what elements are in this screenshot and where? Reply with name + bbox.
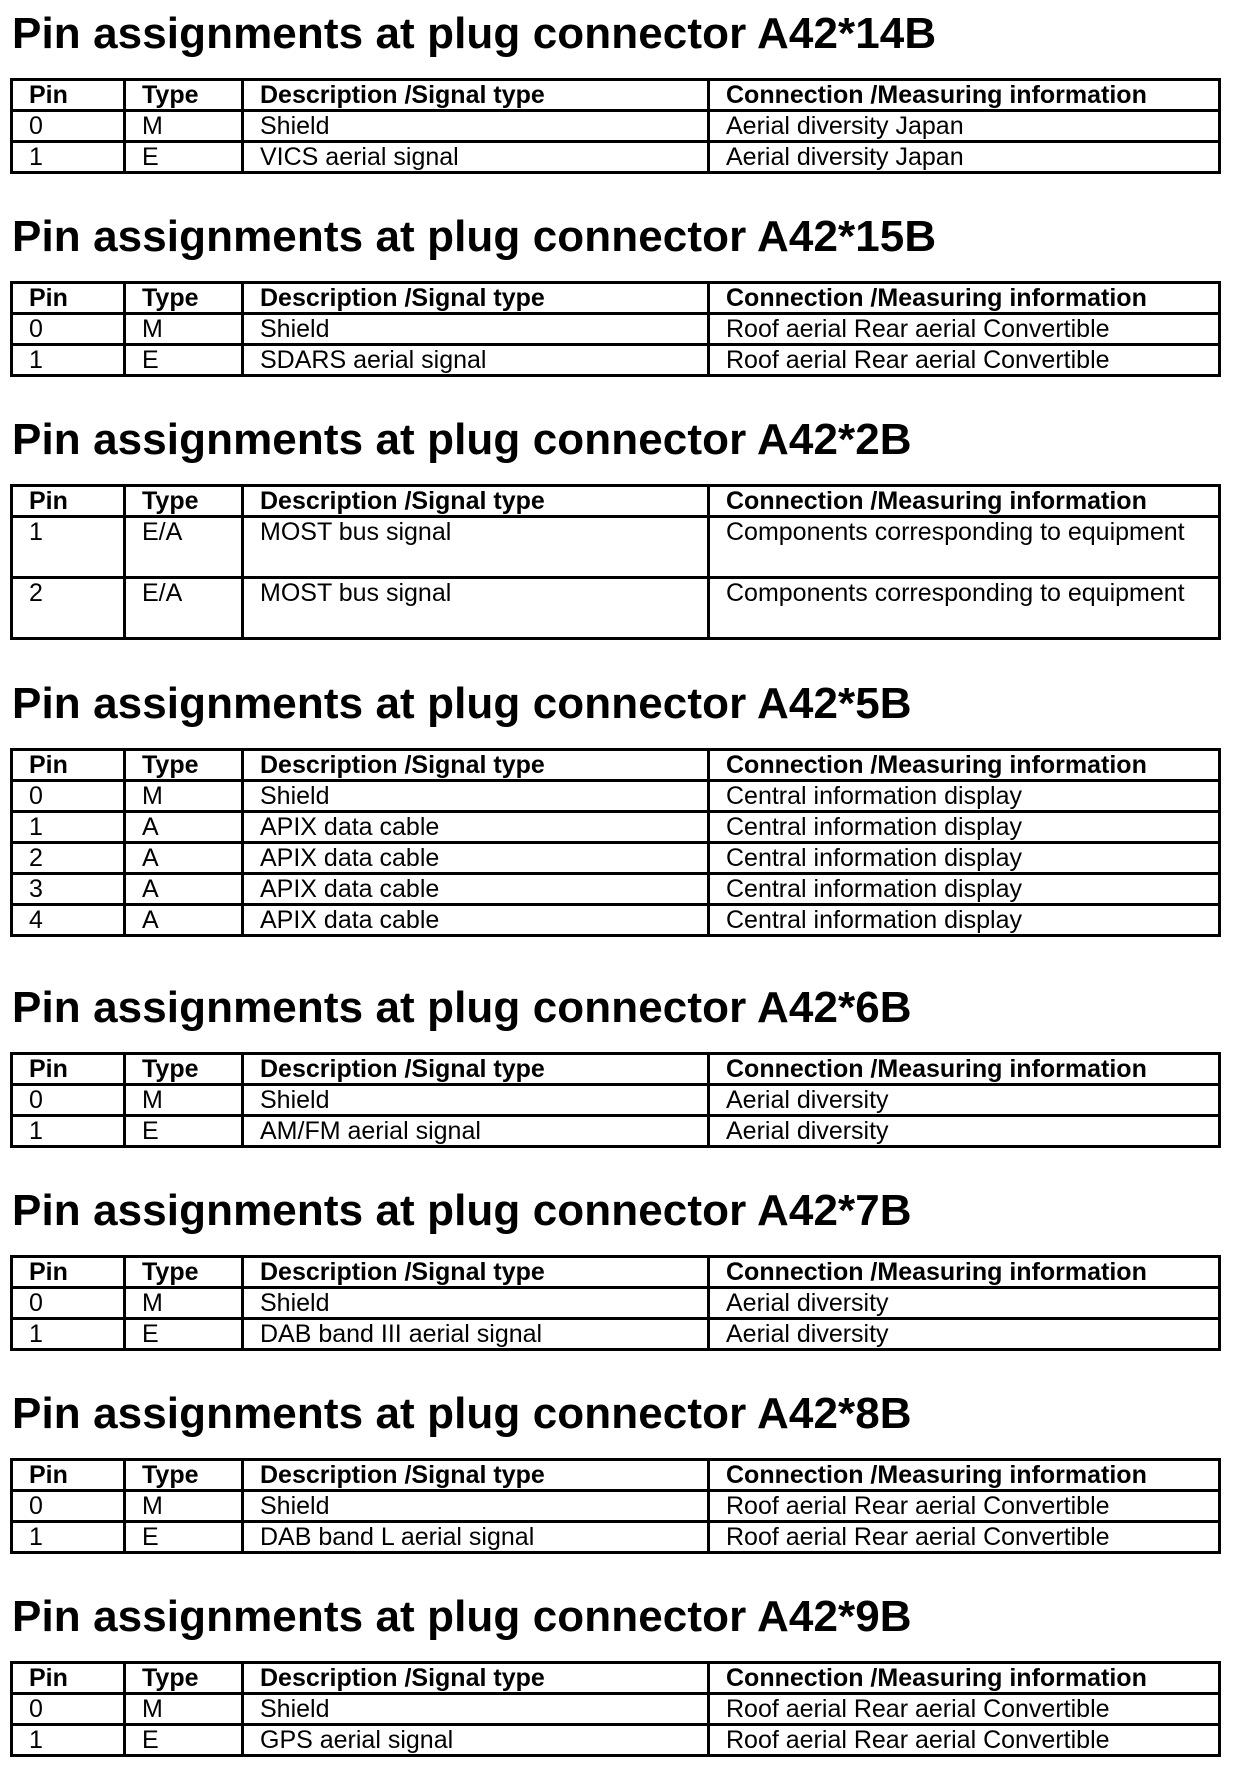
pin-table: [10, 1255, 1221, 1351]
pin-table: [10, 281, 1221, 377]
cell-connection: Roof aerial Rear aerial Convertible: [709, 1694, 1220, 1725]
cell-description: Shield: [243, 1288, 709, 1319]
table-row: [12, 874, 1220, 905]
header-type: Type: [125, 283, 243, 314]
header-type: Type: [125, 80, 243, 111]
cell-connection: Roof aerial Rear aerial Convertible: [709, 1725, 1220, 1756]
cell-pin: 0: [12, 314, 125, 345]
section-title: Pin assignments at plug connector A42*8B: [12, 1389, 912, 1438]
table-row: [12, 1725, 1220, 1756]
cell-pin: 2: [12, 843, 125, 874]
cell-pin: 0: [12, 111, 125, 142]
table-header-row: [12, 1257, 1220, 1288]
cell-pin: 1: [12, 142, 125, 173]
table-header-row: [12, 1663, 1220, 1694]
pin-table: [10, 1458, 1221, 1554]
cell-connection: Aerial diversity Japan: [709, 142, 1220, 173]
table-row: [12, 781, 1220, 812]
cell-pin: 1: [12, 1319, 125, 1350]
header-description: Description /Signal type: [243, 80, 709, 111]
header-type: Type: [125, 1460, 243, 1491]
cell-pin: 1: [12, 1522, 125, 1553]
cell-pin: 1: [12, 517, 125, 578]
header-pin: Pin: [12, 486, 125, 517]
cell-type: A: [125, 905, 243, 936]
cell-description: DAB band L aerial signal: [243, 1522, 709, 1553]
header-pin: Pin: [12, 1054, 125, 1085]
cell-connection: Roof aerial Rear aerial Convertible: [709, 1491, 1220, 1522]
header-connection: Connection /Measuring information: [709, 1663, 1220, 1694]
pin-table: [10, 484, 1221, 640]
header-connection: Connection /Measuring information: [709, 80, 1220, 111]
cell-type: E: [125, 1319, 243, 1350]
table-row: [12, 1116, 1220, 1147]
cell-pin: 1: [12, 1116, 125, 1147]
header-connection: Connection /Measuring information: [709, 1460, 1220, 1491]
header-connection: Connection /Measuring information: [709, 750, 1220, 781]
cell-type: E: [125, 1522, 243, 1553]
cell-connection: Aerial diversity Japan: [709, 111, 1220, 142]
header-connection: Connection /Measuring information: [709, 1257, 1220, 1288]
table-header-row: [12, 1054, 1220, 1085]
cell-type: M: [125, 111, 243, 142]
cell-description: Shield: [243, 1694, 709, 1725]
table-row: [12, 1694, 1220, 1725]
cell-connection: Components corresponding to equipment: [709, 578, 1220, 639]
header-connection: Connection /Measuring information: [709, 486, 1220, 517]
section-title: Pin assignments at plug connector A42*7B: [12, 1186, 912, 1235]
header-connection: Connection /Measuring information: [709, 283, 1220, 314]
cell-pin: 4: [12, 905, 125, 936]
header-pin: Pin: [12, 1663, 125, 1694]
header-pin: Pin: [12, 750, 125, 781]
section-title: Pin assignments at plug connector A42*5B: [12, 679, 912, 728]
cell-type: M: [125, 1085, 243, 1116]
table-header-row: [12, 486, 1220, 517]
cell-connection: Roof aerial Rear aerial Convertible: [709, 345, 1220, 376]
cell-type: A: [125, 843, 243, 874]
cell-description: MOST bus signal: [243, 517, 709, 578]
cell-type: A: [125, 874, 243, 905]
cell-description: Shield: [243, 1085, 709, 1116]
header-type: Type: [125, 486, 243, 517]
pin-table: [10, 1052, 1221, 1148]
table-row: [12, 1491, 1220, 1522]
cell-pin: 0: [12, 1288, 125, 1319]
cell-connection: Aerial diversity: [709, 1288, 1220, 1319]
cell-pin: 2: [12, 578, 125, 639]
header-type: Type: [125, 1054, 243, 1085]
table-row: [12, 843, 1220, 874]
pin-table: [10, 748, 1221, 937]
table-row: [12, 578, 1220, 639]
table-row: [12, 905, 1220, 936]
section-title: Pin assignments at plug connector A42*9B: [12, 1592, 912, 1641]
cell-description: Shield: [243, 111, 709, 142]
cell-connection: Roof aerial Rear aerial Convertible: [709, 314, 1220, 345]
cell-pin: 0: [12, 781, 125, 812]
header-connection: Connection /Measuring information: [709, 1054, 1220, 1085]
header-type: Type: [125, 1257, 243, 1288]
table-row: [12, 142, 1220, 173]
cell-type: E: [125, 345, 243, 376]
cell-type: M: [125, 1694, 243, 1725]
cell-description: DAB band III aerial signal: [243, 1319, 709, 1350]
table-header-row: [12, 1460, 1220, 1491]
table-row: [12, 345, 1220, 376]
cell-connection: Aerial diversity: [709, 1116, 1220, 1147]
cell-description: MOST bus signal: [243, 578, 709, 639]
cell-pin: 3: [12, 874, 125, 905]
cell-pin: 1: [12, 345, 125, 376]
cell-connection: Central information display: [709, 781, 1220, 812]
cell-description: AM/FM aerial signal: [243, 1116, 709, 1147]
cell-pin: 0: [12, 1694, 125, 1725]
cell-pin: 0: [12, 1085, 125, 1116]
section-title: Pin assignments at plug connector A42*15B: [12, 212, 937, 261]
table-row: [12, 517, 1220, 578]
header-pin: Pin: [12, 1257, 125, 1288]
cell-type: A: [125, 812, 243, 843]
cell-type: E: [125, 1116, 243, 1147]
cell-type: E/A: [125, 578, 243, 639]
cell-pin: 1: [12, 812, 125, 843]
cell-connection: Aerial diversity: [709, 1319, 1220, 1350]
section-title: Pin assignments at plug connector A42*14B: [12, 9, 937, 58]
cell-connection: Central information display: [709, 874, 1220, 905]
section-title: Pin assignments at plug connector A42*6B: [12, 983, 912, 1032]
header-type: Type: [125, 1663, 243, 1694]
cell-description: APIX data cable: [243, 812, 709, 843]
cell-type: M: [125, 1491, 243, 1522]
cell-type: M: [125, 1288, 243, 1319]
pin-table: [10, 78, 1221, 174]
cell-connection: Central information display: [709, 843, 1220, 874]
header-description: Description /Signal type: [243, 1663, 709, 1694]
cell-type: M: [125, 314, 243, 345]
cell-description: Shield: [243, 1491, 709, 1522]
cell-type: E: [125, 1725, 243, 1756]
header-pin: Pin: [12, 283, 125, 314]
header-type: Type: [125, 750, 243, 781]
cell-description: Shield: [243, 314, 709, 345]
table-row: [12, 1085, 1220, 1116]
header-description: Description /Signal type: [243, 283, 709, 314]
pin-table: [10, 1661, 1221, 1757]
header-description: Description /Signal type: [243, 486, 709, 517]
header-description: Description /Signal type: [243, 1054, 709, 1085]
cell-description: SDARS aerial signal: [243, 345, 709, 376]
cell-connection: Central information display: [709, 905, 1220, 936]
table-row: [12, 812, 1220, 843]
header-pin: Pin: [12, 80, 125, 111]
table-header-row: [12, 283, 1220, 314]
table-row: [12, 111, 1220, 142]
cell-connection: Roof aerial Rear aerial Convertible: [709, 1522, 1220, 1553]
header-description: Description /Signal type: [243, 1257, 709, 1288]
cell-description: APIX data cable: [243, 874, 709, 905]
cell-pin: 0: [12, 1491, 125, 1522]
cell-type: M: [125, 781, 243, 812]
cell-connection: Aerial diversity: [709, 1085, 1220, 1116]
cell-description: APIX data cable: [243, 905, 709, 936]
table-row: [12, 1319, 1220, 1350]
cell-connection: Central information display: [709, 812, 1220, 843]
cell-description: APIX data cable: [243, 843, 709, 874]
cell-description: GPS aerial signal: [243, 1725, 709, 1756]
table-row: [12, 314, 1220, 345]
header-description: Description /Signal type: [243, 1460, 709, 1491]
header-pin: Pin: [12, 1460, 125, 1491]
cell-description: Shield: [243, 781, 709, 812]
cell-type: E/A: [125, 517, 243, 578]
table-header-row: [12, 750, 1220, 781]
cell-type: E: [125, 142, 243, 173]
cell-connection: Components corresponding to equipment: [709, 517, 1220, 578]
table-header-row: [12, 80, 1220, 111]
cell-description: VICS aerial signal: [243, 142, 709, 173]
header-description: Description /Signal type: [243, 750, 709, 781]
section-title: Pin assignments at plug connector A42*2B: [12, 415, 912, 464]
cell-pin: 1: [12, 1725, 125, 1756]
table-row: [12, 1522, 1220, 1553]
table-row: [12, 1288, 1220, 1319]
